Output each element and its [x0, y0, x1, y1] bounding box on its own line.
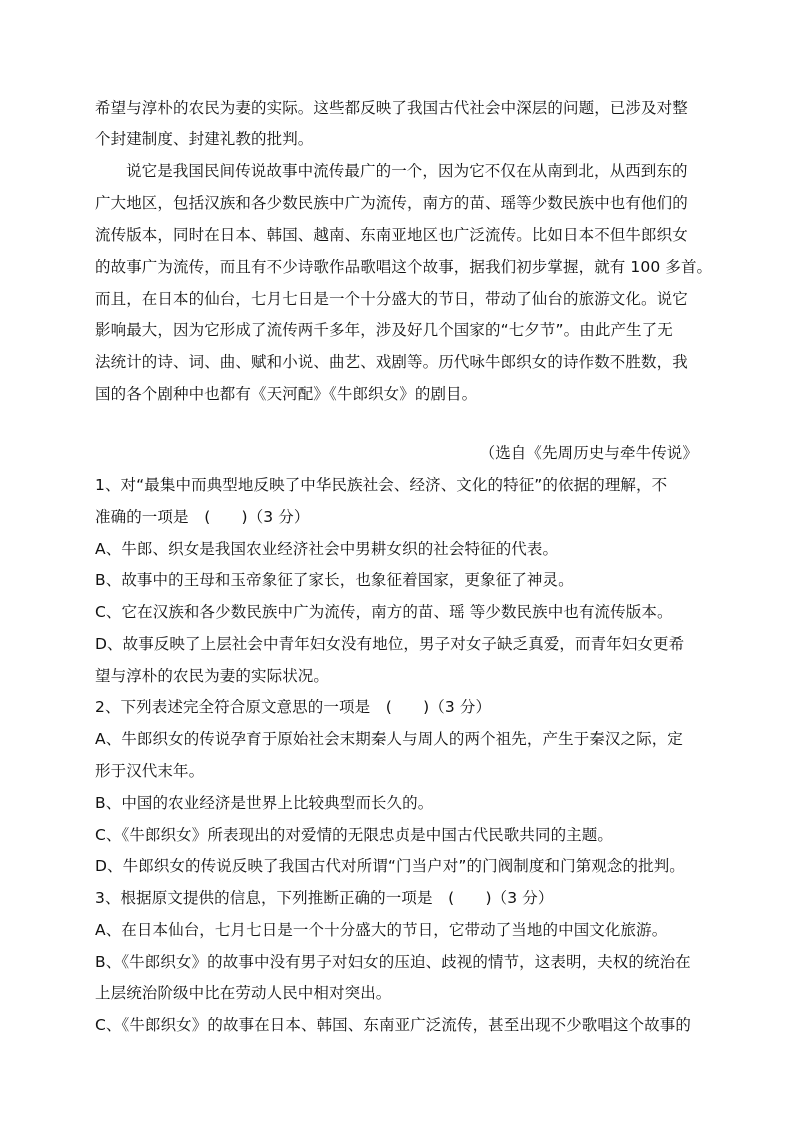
passage-line: 国的各个剧种中也都有《天河配》《牛郎织女》的剧目。 [95, 385, 478, 403]
passage-line: 个封建制度、封建礼教的批判。 [95, 130, 314, 148]
question-3-option-c: C、《牛郎织女》的故事在日本、韩国、东南亚广泛流传，甚至出现不少歌唱这个故事的 [95, 1016, 691, 1034]
passage-line: 的故事广为流传，而且有不少诗歌作品歌唱这个故事，据我们初步掌握，就有 100 多首。 [95, 258, 713, 276]
question-1-stem: 准确的一项是 ( )（3 分） [95, 508, 310, 526]
passage-line: 希望与淳朴的农民为妻的实际。这些都反映了我国古代社会中深层的问题，已涉及对整 [95, 99, 688, 117]
passage-line: 影响最大，因为它形成了流传两千多年，涉及好几个国家的“七夕节”。由此产生了无 [95, 321, 673, 339]
question-2-option-a: 形于汉代末年。 [95, 762, 205, 780]
question-1-option-a: A、牛郎、织女是我国农业经济社会中男耕女织的社会特征的代表。 [95, 540, 559, 558]
question-3-option-b: B、《牛郎织女》的故事中没有男子对妇女的压迫、歧视的情节，这表明，夫权的统治在 [95, 953, 691, 971]
question-2-option-a: A、牛郎织女的传说孕育于原始社会末期秦人与周人的两个祖先，产生于秦汉之际，定 [95, 730, 683, 748]
question-3-option-b: 上层统治阶级中比在劳动人民中相对突出。 [95, 984, 392, 1002]
passage-line: 流传版本，同时在日本、韩国、越南、东南亚地区也广泛流传。比如日本不但牛郎织女 [95, 226, 688, 244]
question-2-option-b: B、中国的农业经济是世界上比较典型而长久的。 [95, 794, 434, 812]
question-1-option-d: D、故事反映了上层社会中青年妇女没有地位，男子对女子缺乏真爱，而青年妇女更希 [95, 635, 685, 653]
passage-line: 说它是我国民间传说故事中流传最广的一个，因为它不仅在从南到北，从西到东的 [126, 162, 688, 180]
question-3-option-a: A、在日本仙台，七月七日是一个十分盛大的节日，它带动了当地的中国文化旅游。 [95, 921, 668, 939]
question-1-option-c: C、它在汉族和各少数民族中广为流传，南方的苗、瑶 等少数民族中也有流传版本。 [95, 603, 673, 621]
passage-line: 而且，在日本的仙台，七月七日是一个十分盛大的节日，带动了仙台的旅游文化。说它 [95, 290, 688, 308]
question-1-option-b: B、故事中的王母和玉帝象征了家长，也象征着国家，更象征了神灵。 [95, 571, 574, 589]
passage-line: 广大地区，包括汉族和各少数民族中广为流传，南方的苗、瑶等少数民族中也有他们的 [95, 194, 688, 212]
question-3-stem: 3、根据原文提供的信息，下列推断正确的一项是 ( )（3 分） [95, 889, 554, 907]
question-1-option-d: 望与淳朴的农民为妻的实际状况。 [95, 667, 330, 685]
question-2-stem: 2、下列表述完全符合原文意思的一项是 ( )（3 分） [95, 698, 492, 716]
passage-line: 法统计的诗、词、曲、赋和小说、曲艺、戏剧等。历代咏牛郎织女的诗作数不胜数，我 [95, 353, 688, 371]
source-citation: （选自《先周历史与牵牛传说》 [479, 444, 698, 462]
question-1-stem: 1、对“最集中而典型地反映了中华民族社会、经济、文化的特征”的依据的理解，不 [95, 476, 668, 494]
question-2-option-d: D、牛郎织女的传说反映了我国古代对所谓“门当户对”的门阀制度和门第观念的批判。 [95, 857, 685, 875]
question-2-option-c: C、《牛郎织女》所表现出的对爱情的无限忠贞是中国古代民歌共同的主题。 [95, 826, 613, 844]
